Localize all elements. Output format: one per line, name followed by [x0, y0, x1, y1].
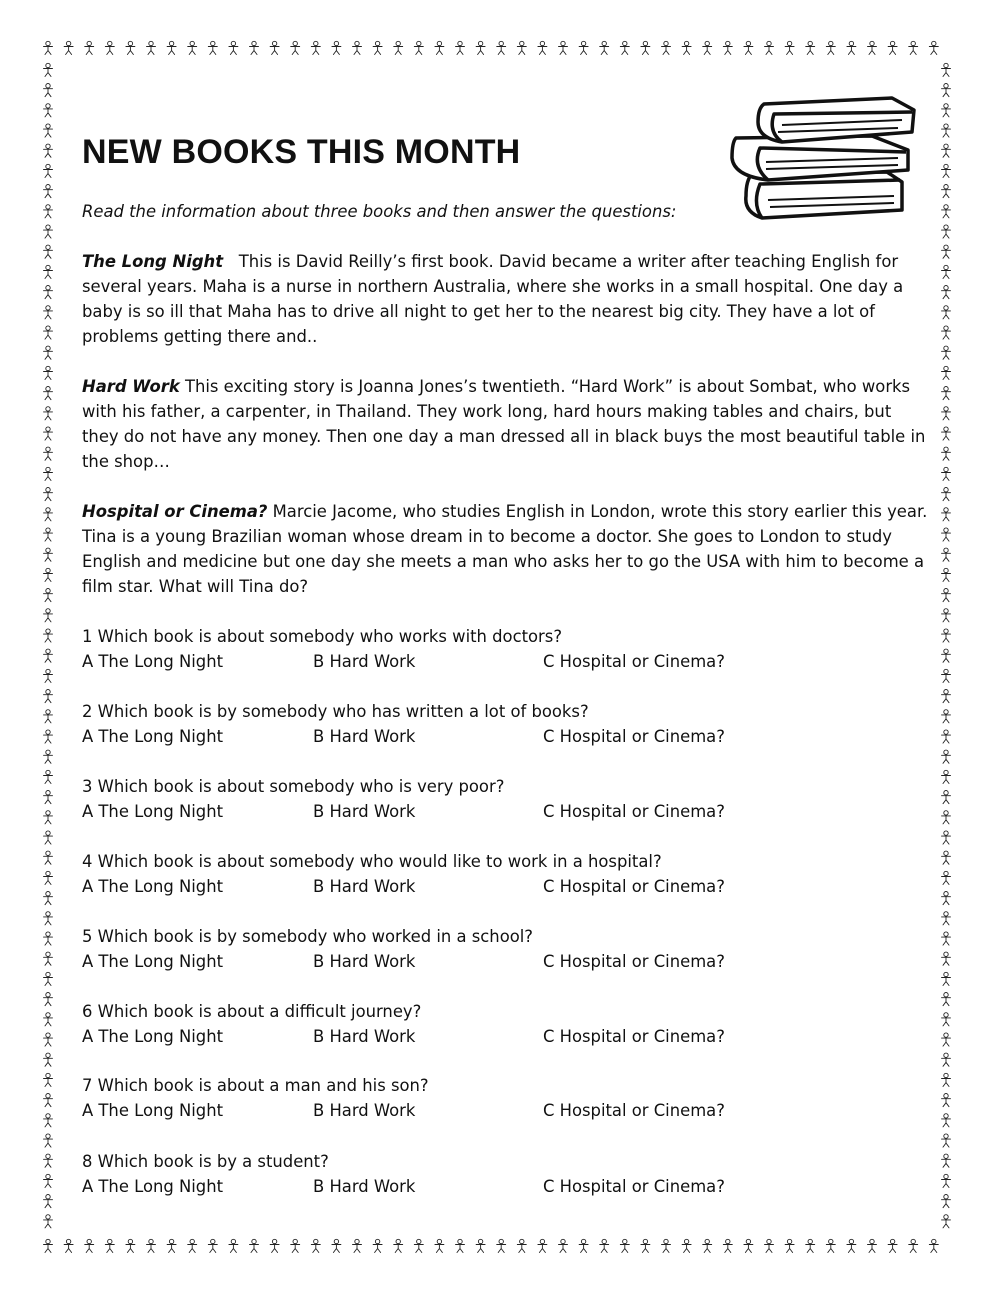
border-figure-icon: [44, 1239, 53, 1252]
border-figure-icon: [942, 488, 951, 501]
border-figure-icon: [270, 1239, 279, 1252]
border-figure-icon: [44, 993, 53, 1006]
border-figure-icon: [942, 609, 951, 622]
border-figure-icon: [942, 407, 951, 420]
border-figure-icon: [44, 1033, 53, 1046]
border-figure-icon: [942, 932, 951, 945]
border-figure-icon: [942, 205, 951, 218]
question-text: 8 Which book is by a student?: [82, 1152, 329, 1171]
border-figure-icon: [942, 528, 951, 541]
question-6: [82, 999, 942, 1049]
border-figure-icon: [311, 1239, 320, 1252]
border-figure-icon: [942, 690, 951, 703]
border-figure-icon: [538, 41, 547, 54]
border-figure-icon: [942, 225, 951, 238]
border-figure-icon: [942, 245, 951, 258]
option-b[interactable]: B Hard Work: [313, 727, 416, 746]
border-figure-icon: [44, 649, 53, 662]
border-figure-icon: [942, 387, 951, 400]
option-c[interactable]: C Hospital or Cinema?: [543, 1101, 725, 1120]
option-c[interactable]: C Hospital or Cinema?: [543, 1177, 725, 1196]
border-figure-icon: [826, 1239, 835, 1252]
border-figure-icon: [44, 1053, 53, 1066]
border-figure-icon: [44, 447, 53, 460]
border-figure-icon: [44, 831, 53, 844]
option-a[interactable]: A The Long Night: [82, 1177, 224, 1196]
border-figure-icon: [147, 1239, 156, 1252]
border-figure-icon: [942, 1195, 951, 1208]
border-figure-icon: [456, 41, 465, 54]
border-figure-icon: [942, 1134, 951, 1147]
border-figure-icon: [942, 589, 951, 602]
border-figure-icon: [909, 41, 918, 54]
option-a[interactable]: A The Long Night: [82, 727, 224, 746]
border-figure-icon: [44, 690, 53, 703]
question-8: [82, 1149, 942, 1199]
border-figure-icon: [44, 346, 53, 359]
border-figure-icon: [929, 1239, 938, 1252]
border-figure-icon: [538, 1239, 547, 1252]
border-figure-icon: [942, 629, 951, 642]
border-figure-icon: [600, 1239, 609, 1252]
border-figure-icon: [44, 387, 53, 400]
border-figure-icon: [682, 41, 691, 54]
border-figure-icon: [44, 1154, 53, 1167]
question-3: [82, 774, 942, 824]
border-figure-icon: [942, 710, 951, 723]
border-figure-icon: [44, 730, 53, 743]
border-figure-icon: [517, 41, 526, 54]
option-b[interactable]: B Hard Work: [313, 1177, 416, 1196]
border-figure-icon: [662, 41, 671, 54]
question-text: 1 Which book is about somebody who works with doctors?: [82, 627, 563, 646]
border-figure-icon: [188, 1239, 197, 1252]
border-figure-icon: [44, 791, 53, 804]
border-figure-icon: [44, 427, 53, 440]
option-a[interactable]: A The Long Night: [82, 877, 224, 896]
border-figure-icon: [353, 1239, 362, 1252]
border-figure-icon: [942, 508, 951, 521]
border-figure-icon: [942, 649, 951, 662]
border-figure-icon: [229, 41, 238, 54]
border-figure-icon: [85, 41, 94, 54]
border-figure-icon: [806, 1239, 815, 1252]
border-figure-icon: [942, 306, 951, 319]
border-figure-icon: [942, 366, 951, 379]
border-figure-icon: [44, 164, 53, 177]
border-figure-icon: [44, 225, 53, 238]
border-figure-icon: [44, 912, 53, 925]
border-figure-icon: [942, 892, 951, 905]
border-figure-icon: [44, 1013, 53, 1026]
border-figure-icon: [167, 1239, 176, 1252]
border-figure-icon: [942, 1094, 951, 1107]
border-figure-icon: [44, 508, 53, 521]
border-figure-icon: [942, 972, 951, 985]
border-top-row: [44, 41, 939, 54]
border-figure-icon: [942, 1174, 951, 1187]
border-right-column: [942, 63, 951, 1228]
border-figure-icon: [942, 791, 951, 804]
border-figure-icon: [942, 63, 951, 76]
border-figure-icon: [620, 41, 629, 54]
border-figure-icon: [44, 1174, 53, 1187]
border-figure-icon: [44, 124, 53, 137]
border-figure-icon: [44, 609, 53, 622]
border-figure-icon: [942, 427, 951, 440]
border-figure-icon: [765, 41, 774, 54]
option-b[interactable]: B Hard Work: [313, 802, 416, 821]
border-figure-icon: [44, 84, 53, 97]
border-figure-icon: [888, 41, 897, 54]
book-description: This is David Reilly’s first book. David became a writer after teaching English for several years. Maha is a nurse in northern Australia, where she works in a small hospital. One day a baby is so ill that Maha has to drive all night to get her to the nearest big city. They have a lot of problems getting there and..: [82, 252, 904, 346]
border-figure-icon: [476, 1239, 485, 1252]
border-figure-icon: [44, 407, 53, 420]
border-figure-icon: [942, 750, 951, 763]
border-figure-icon: [942, 326, 951, 339]
question-text: 7 Which book is about a man and his son?: [82, 1076, 429, 1095]
border-figure-icon: [641, 1239, 650, 1252]
border-figure-icon: [942, 1053, 951, 1066]
answer-options: [82, 1024, 942, 1049]
border-figure-icon: [942, 993, 951, 1006]
border-figure-icon: [44, 488, 53, 501]
question-text: 4 Which book is about somebody who would like to work in a hospital?: [82, 852, 662, 871]
border-figure-icon: [44, 548, 53, 561]
border-figure-icon: [942, 286, 951, 299]
page-title: NEW BOOKS THIS MONTH: [82, 133, 521, 171]
border-figure-icon: [942, 1033, 951, 1046]
border-figure-icon: [744, 1239, 753, 1252]
border-figure-icon: [44, 326, 53, 339]
border-figure-icon: [105, 41, 114, 54]
border-figure-icon: [942, 952, 951, 965]
book-blurb-hard-work: [82, 374, 932, 474]
border-figure-icon: [250, 1239, 259, 1252]
border-figure-icon: [44, 871, 53, 884]
answer-options: [82, 649, 942, 674]
border-figure-icon: [126, 41, 135, 54]
border-figure-icon: [868, 41, 877, 54]
border-figure-icon: [456, 1239, 465, 1252]
answer-options: [82, 799, 942, 824]
border-figure-icon: [44, 205, 53, 218]
border-figure-icon: [517, 1239, 526, 1252]
border-figure-icon: [44, 1094, 53, 1107]
border-figure-icon: [703, 1239, 712, 1252]
border-figure-icon: [44, 750, 53, 763]
border-figure-icon: [435, 41, 444, 54]
border-figure-icon: [942, 1215, 951, 1228]
book-description: This exciting story is Joanna Jones’s twentieth. “Hard Work” is about Sombat, who works with his father, a carpenter, in Thailand. They work long, hard hours making tables and chairs, but they do not have any money. Then one day a man dressed all in black buys the most beautiful table in the shop…: [82, 377, 926, 471]
question-1: [82, 624, 942, 674]
border-figure-icon: [942, 811, 951, 824]
border-figure-icon: [291, 1239, 300, 1252]
border-figure-icon: [929, 41, 938, 54]
question-text: 2 Which book is by somebody who has written a lot of books?: [82, 702, 589, 721]
option-b[interactable]: B Hard Work: [313, 877, 416, 896]
border-figure-icon: [311, 41, 320, 54]
border-figure-icon: [44, 1073, 53, 1086]
border-figure-icon: [682, 1239, 691, 1252]
border-figure-icon: [208, 1239, 217, 1252]
border-figure-icon: [126, 1239, 135, 1252]
border-figure-icon: [44, 245, 53, 258]
border-figure-icon: [44, 144, 53, 157]
border-figure-icon: [662, 1239, 671, 1252]
border-figure-icon: [942, 84, 951, 97]
border-figure-icon: [44, 1215, 53, 1228]
border-figure-icon: [620, 1239, 629, 1252]
border-figure-icon: [559, 41, 568, 54]
border-figure-icon: [44, 629, 53, 642]
border-figure-icon: [942, 265, 951, 278]
border-figure-icon: [44, 811, 53, 824]
border-figure-icon: [85, 1239, 94, 1252]
border-figure-icon: [765, 1239, 774, 1252]
border-figure-icon: [942, 467, 951, 480]
border-figure-icon: [44, 467, 53, 480]
option-b[interactable]: B Hard Work: [313, 952, 416, 971]
answer-options: [82, 874, 942, 899]
option-c[interactable]: C Hospital or Cinema?: [543, 727, 725, 746]
option-b[interactable]: B Hard Work: [313, 652, 416, 671]
border-figure-icon: [394, 41, 403, 54]
book-title: Hospital or Cinema?: [82, 502, 268, 521]
border-figure-icon: [641, 41, 650, 54]
border-figure-icon: [476, 41, 485, 54]
book-blurb-hospital-or-cinema: [82, 499, 932, 599]
border-figure-icon: [44, 669, 53, 682]
border-figure-icon: [44, 528, 53, 541]
border-figure-icon: [942, 912, 951, 925]
border-figure-icon: [579, 41, 588, 54]
border-figure-icon: [105, 1239, 114, 1252]
option-c[interactable]: C Hospital or Cinema?: [543, 952, 725, 971]
instructions-text: Read the information about three books and then answer the questions:: [82, 202, 677, 221]
border-figure-icon: [44, 1114, 53, 1127]
border-figure-icon: [44, 892, 53, 905]
border-figure-icon: [942, 851, 951, 864]
border-figure-icon: [332, 1239, 341, 1252]
border-figure-icon: [373, 41, 382, 54]
border-figure-icon: [435, 1239, 444, 1252]
answer-options: [82, 724, 942, 749]
border-figure-icon: [229, 1239, 238, 1252]
question-text: 6 Which book is about a difficult journey?: [82, 1002, 422, 1021]
border-figure-icon: [44, 306, 53, 319]
border-figure-icon: [942, 144, 951, 157]
border-figure-icon: [44, 265, 53, 278]
border-figure-icon: [942, 669, 951, 682]
border-figure-icon: [64, 41, 73, 54]
border-figure-icon: [942, 346, 951, 359]
border-figure-icon: [44, 568, 53, 581]
border-figure-icon: [44, 366, 53, 379]
border-figure-icon: [44, 104, 53, 117]
border-figure-icon: [888, 1239, 897, 1252]
answer-options: [82, 1098, 942, 1123]
border-figure-icon: [167, 41, 176, 54]
question-4: [82, 849, 942, 899]
border-figure-icon: [744, 41, 753, 54]
option-c[interactable]: C Hospital or Cinema?: [543, 652, 725, 671]
option-a[interactable]: A The Long Night: [82, 1101, 224, 1120]
border-figure-icon: [847, 1239, 856, 1252]
border-figure-icon: [373, 1239, 382, 1252]
border-figure-icon: [332, 41, 341, 54]
border-figure-icon: [785, 41, 794, 54]
border-figure-icon: [188, 41, 197, 54]
question-7: [82, 1073, 942, 1123]
border-figure-icon: [147, 41, 156, 54]
border-figure-icon: [44, 185, 53, 198]
border-figure-icon: [44, 932, 53, 945]
border-figure-icon: [723, 1239, 732, 1252]
book-title: The Long Night: [82, 252, 224, 271]
border-figure-icon: [64, 1239, 73, 1252]
border-figure-icon: [353, 41, 362, 54]
border-figure-icon: [44, 710, 53, 723]
border-figure-icon: [785, 1239, 794, 1252]
border-figure-icon: [559, 1239, 568, 1252]
border-figure-icon: [942, 1073, 951, 1086]
book-title: Hard Work: [82, 377, 180, 396]
question-5: [82, 924, 942, 974]
border-figure-icon: [44, 952, 53, 965]
border-figure-icon: [414, 41, 423, 54]
border-figure-icon: [942, 1154, 951, 1167]
border-figure-icon: [806, 41, 815, 54]
border-figure-icon: [942, 447, 951, 460]
question-text: 5 Which book is by somebody who worked in a school?: [82, 927, 534, 946]
border-figure-icon: [942, 1013, 951, 1026]
border-figure-icon: [723, 41, 732, 54]
option-c[interactable]: C Hospital or Cinema?: [543, 802, 725, 821]
border-figure-icon: [942, 831, 951, 844]
option-b[interactable]: B Hard Work: [313, 1027, 416, 1046]
border-figure-icon: [44, 972, 53, 985]
border-figure-icon: [44, 41, 53, 54]
border-figure-icon: [868, 1239, 877, 1252]
border-figure-icon: [826, 41, 835, 54]
border-figure-icon: [942, 124, 951, 137]
border-figure-icon: [497, 1239, 506, 1252]
border-figure-icon: [942, 1114, 951, 1127]
book-blurb-the-long-night: [82, 249, 932, 349]
border-figure-icon: [579, 1239, 588, 1252]
border-figure-icon: [942, 770, 951, 783]
border-figure-icon: [291, 41, 300, 54]
border-figure-icon: [44, 589, 53, 602]
border-figure-icon: [208, 41, 217, 54]
border-figure-icon: [270, 41, 279, 54]
option-a[interactable]: A The Long Night: [82, 1027, 224, 1046]
border-figure-icon: [44, 770, 53, 783]
border-figure-icon: [44, 1134, 53, 1147]
option-a[interactable]: A The Long Night: [82, 952, 224, 971]
border-left-column: [44, 63, 53, 1228]
border-figure-icon: [44, 63, 53, 76]
option-c[interactable]: C Hospital or Cinema?: [543, 1027, 725, 1046]
border-figure-icon: [44, 286, 53, 299]
border-figure-icon: [394, 1239, 403, 1252]
border-figure-icon: [703, 41, 712, 54]
border-figure-icon: [250, 41, 259, 54]
border-figure-icon: [942, 568, 951, 581]
question-text: 3 Which book is about somebody who is very poor?: [82, 777, 505, 796]
option-c[interactable]: C Hospital or Cinema?: [543, 877, 725, 896]
border-figure-icon: [942, 548, 951, 561]
option-a[interactable]: A The Long Night: [82, 652, 224, 671]
border-figure-icon: [44, 1195, 53, 1208]
border-figure-icon: [497, 41, 506, 54]
border-figure-icon: [909, 1239, 918, 1252]
question-2: [82, 699, 942, 749]
border-figure-icon: [942, 730, 951, 743]
border-bottom-row: [44, 1239, 939, 1252]
border-figure-icon: [942, 104, 951, 117]
border-figure-icon: [942, 164, 951, 177]
border-figure-icon: [600, 41, 609, 54]
option-a[interactable]: A The Long Night: [82, 802, 224, 821]
option-b[interactable]: B Hard Work: [313, 1101, 416, 1120]
answer-options: [82, 949, 942, 974]
answer-options: [82, 1174, 942, 1199]
border-figure-icon: [44, 851, 53, 864]
border-figure-icon: [414, 1239, 423, 1252]
book-description: Marcie Jacome, who studies English in London, wrote this story earlier this year. Tina is a young Brazilian woman whose dream in to become a doctor. She goes to London to study English and medicine but one day she meets a man who asks her to go the USA with him to become a film star. What will Tina do?: [82, 502, 928, 596]
border-figure-icon: [942, 871, 951, 884]
border-figure-icon: [847, 41, 856, 54]
border-figure-icon: [942, 185, 951, 198]
